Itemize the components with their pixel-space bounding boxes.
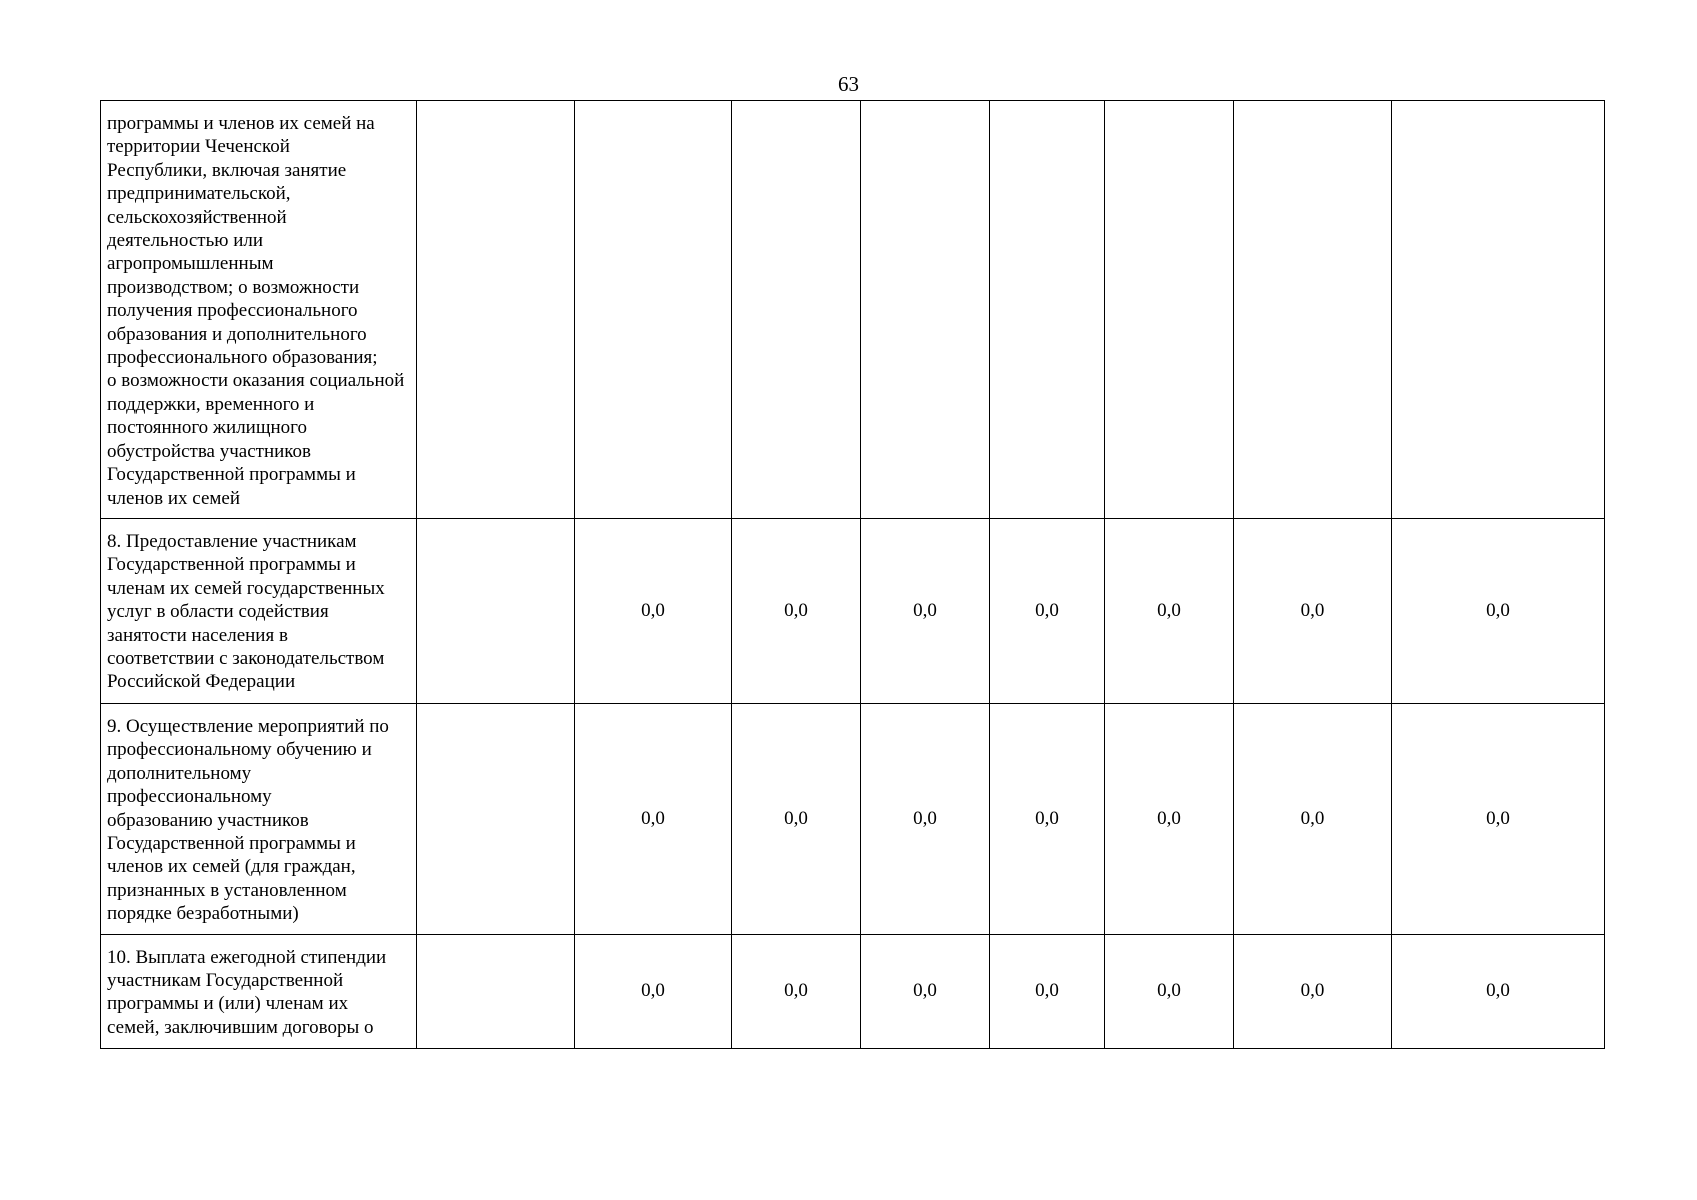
value-cell: 0,0 bbox=[1392, 518, 1605, 703]
table-row bbox=[101, 934, 1605, 1048]
empty-cell bbox=[417, 703, 575, 934]
value-cell: 0,0 bbox=[1105, 934, 1234, 1048]
table-row bbox=[101, 101, 1605, 519]
value-cell bbox=[861, 101, 990, 519]
value-cell bbox=[732, 101, 861, 519]
table-row bbox=[101, 703, 1605, 934]
value-cell: 0,0 bbox=[1392, 703, 1605, 934]
value-cell: 0,0 bbox=[861, 934, 990, 1048]
row-description: 9. Осуществление мероприятий по профессиональному обучению и дополнительному профессиональному образованию участников Государственной программы и членов их семей (для граждан, признанных в установленном порядке безработными) bbox=[101, 703, 417, 934]
value-cell bbox=[1234, 101, 1392, 519]
value-cell bbox=[575, 101, 732, 519]
value-cell: 0,0 bbox=[990, 934, 1105, 1048]
value-cell: 0,0 bbox=[732, 518, 861, 703]
value-cell: 0,0 bbox=[732, 703, 861, 934]
value-cell bbox=[1105, 101, 1234, 519]
empty-cell bbox=[417, 101, 575, 519]
value-cell: 0,0 bbox=[990, 703, 1105, 934]
empty-cell bbox=[417, 934, 575, 1048]
value-cell: 0,0 bbox=[861, 518, 990, 703]
value-cell: 0,0 bbox=[990, 518, 1105, 703]
row-description: 8. Предоставление участникам Государственной программы и членам их семей государственных услуг в области содействия занятости населения в соответствии с законодательством Российской Федерации bbox=[101, 518, 417, 703]
value-cell: 0,0 bbox=[575, 518, 732, 703]
row-description: 10. Выплата ежегодной стипендии участникам Государственной программы и (или) членам их семей, заключившим договоры о bbox=[101, 934, 417, 1048]
table-row bbox=[101, 518, 1605, 703]
value-cell: 0,0 bbox=[575, 703, 732, 934]
value-cell: 0,0 bbox=[861, 703, 990, 934]
value-cell: 0,0 bbox=[1392, 934, 1605, 1048]
value-cell: 0,0 bbox=[1234, 934, 1392, 1048]
value-cell: 0,0 bbox=[1105, 518, 1234, 703]
empty-cell bbox=[417, 518, 575, 703]
value-cell bbox=[1392, 101, 1605, 519]
value-cell: 0,0 bbox=[1234, 518, 1392, 703]
value-cell: 0,0 bbox=[1105, 703, 1234, 934]
row-description: программы и членов их семей на территории Чеченской Республики, включая занятие предпринимательской, сельскохозяйственной деятельностью или агропромышленным производством; о возможности получения профессионального образования и дополнительного профессионального образования; о возможности оказания социальной поддержки, временного и постоянного жилищного обустройства участников Государственной программы и членов их семей bbox=[101, 101, 417, 519]
value-cell: 0,0 bbox=[732, 934, 861, 1048]
page-number: 63 bbox=[838, 72, 859, 96]
value-cell: 0,0 bbox=[1234, 703, 1392, 934]
program-table bbox=[100, 100, 1605, 1049]
value-cell: 0,0 bbox=[575, 934, 732, 1048]
value-cell bbox=[990, 101, 1105, 519]
